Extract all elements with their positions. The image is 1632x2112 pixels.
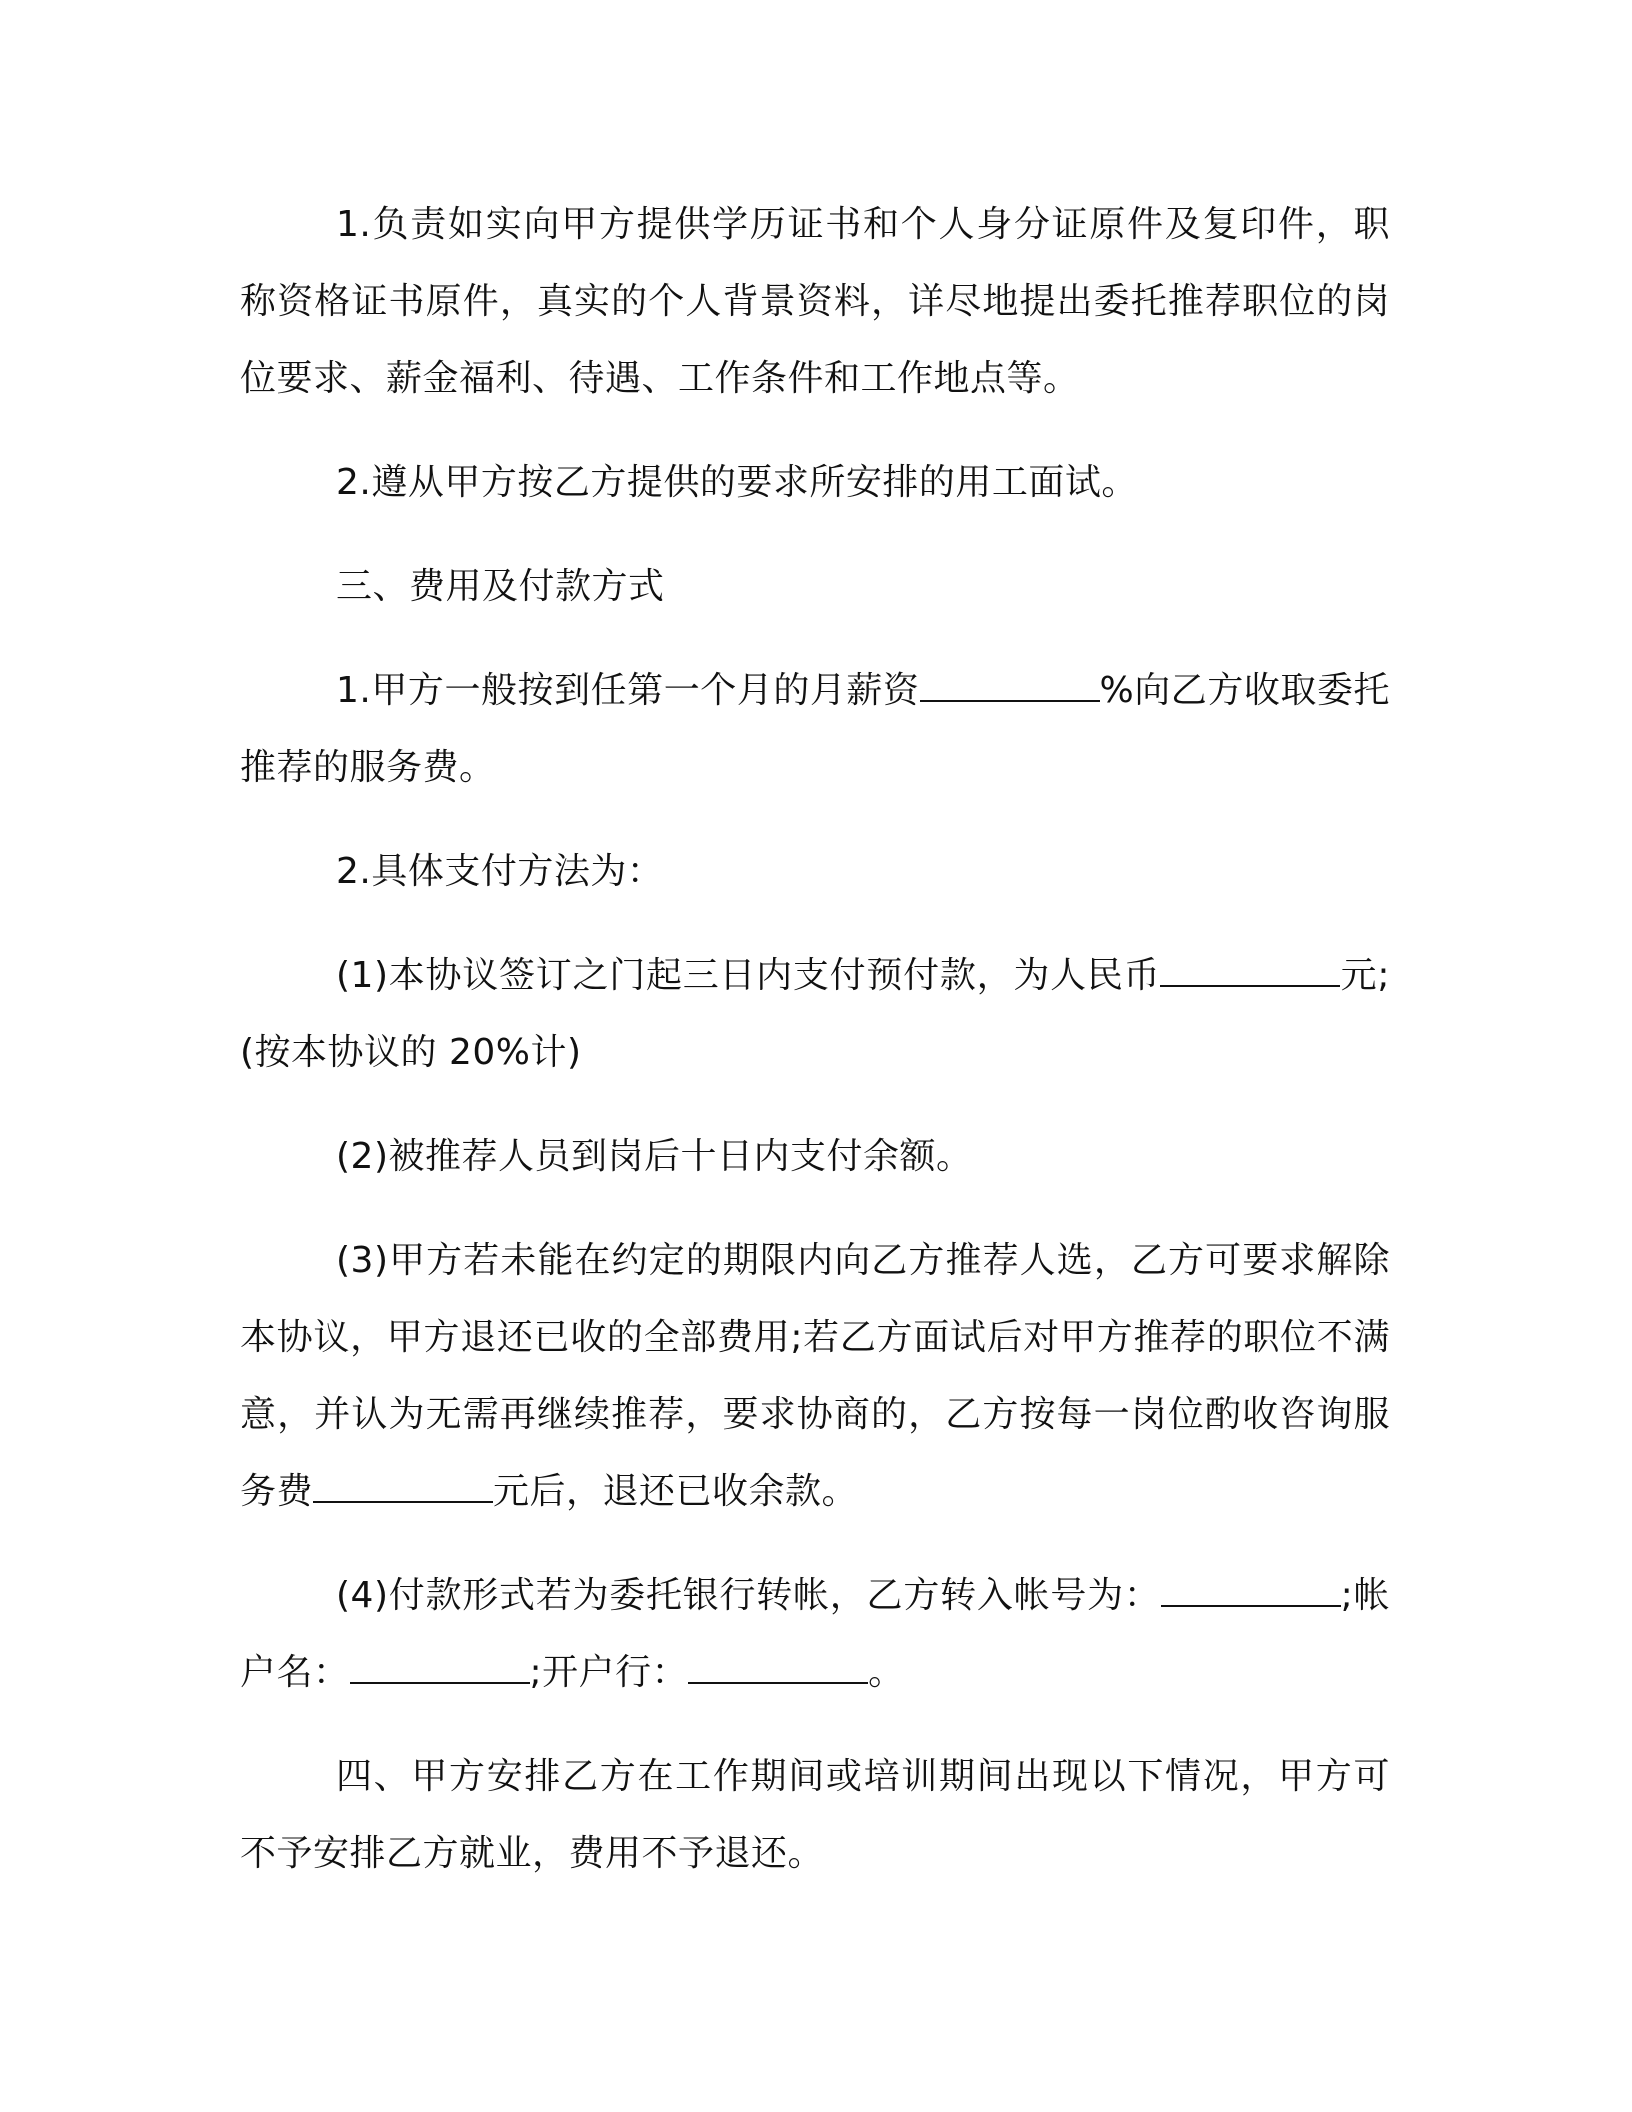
section-heading-3: 三、费用及付款方式 xyxy=(336,566,665,607)
prepayment-text-start: (1)本协议签订之门起三日内支付预付款，为人民币 xyxy=(336,955,1161,996)
section-heading-4: 四、甲方安排乙方在工作期间或培训期间出现以下情况，甲方可不予安排乙方就业，费用不予退还。 xyxy=(240,1756,1390,1874)
account-name-blank xyxy=(350,1648,530,1684)
bank-transfer-text: (4)付款形式若为委托银行转帐，乙方转入帐号为： xyxy=(336,1575,1161,1616)
document-body xyxy=(240,186,1390,1919)
account-number-blank xyxy=(1161,1571,1341,1607)
bank-transfer-end: 。 xyxy=(868,1652,905,1693)
refund-text-start: (3)甲方若未能在约定的期限内向乙方推荐人选，乙方可要求解除本协议，甲方退还已收的全部费用;若乙方面试后对甲方推荐的职位不满意，并认为无需再继续推荐，要求协商的，乙方按每一岗位酌收咨询服务费 xyxy=(240,1240,1390,1512)
bank-name-blank xyxy=(688,1648,868,1684)
paragraph-payment-method: 2.具体支付方法为： xyxy=(336,851,664,892)
bank-name-label: ;开户行： xyxy=(529,1652,689,1693)
refund-text-end: 元后，退还已收余款。 xyxy=(493,1471,859,1512)
fee-rate-blank xyxy=(920,666,1100,702)
fee-rate-text-end: %向乙方收取委托推荐的服务费。 xyxy=(240,670,1390,788)
account-name-label: ;帐户名： xyxy=(240,1575,1390,1693)
fee-rate-text-start: 1.甲方一般按到任第一个月的月薪资 xyxy=(336,670,920,711)
paragraph-prepayment xyxy=(240,937,1390,1091)
prepayment-amount-blank xyxy=(1160,951,1340,987)
paragraph-1: 1.负责如实向甲方提供学历证书和个人身分证原件及复印件，职称资格证书原件，真实的个人背景资料，详尽地提出委托推荐职位的岗位要求、薪金福利、待遇、工作条件和工作地点等。 xyxy=(240,204,1390,399)
paragraph-balance: (2)被推荐人员到岗后十日内支付余额。 xyxy=(336,1136,973,1177)
paragraph-refund xyxy=(240,1222,1390,1530)
consult-fee-blank xyxy=(313,1467,493,1503)
paragraph-2: 2.遵从甲方按乙方提供的要求所安排的用工面试。 xyxy=(336,462,1138,503)
prepayment-text-end: 元;(按本协议的 20%计) xyxy=(240,955,1390,1073)
paragraph-bank-transfer xyxy=(240,1557,1390,1711)
paragraph-fee-rate xyxy=(240,652,1390,806)
